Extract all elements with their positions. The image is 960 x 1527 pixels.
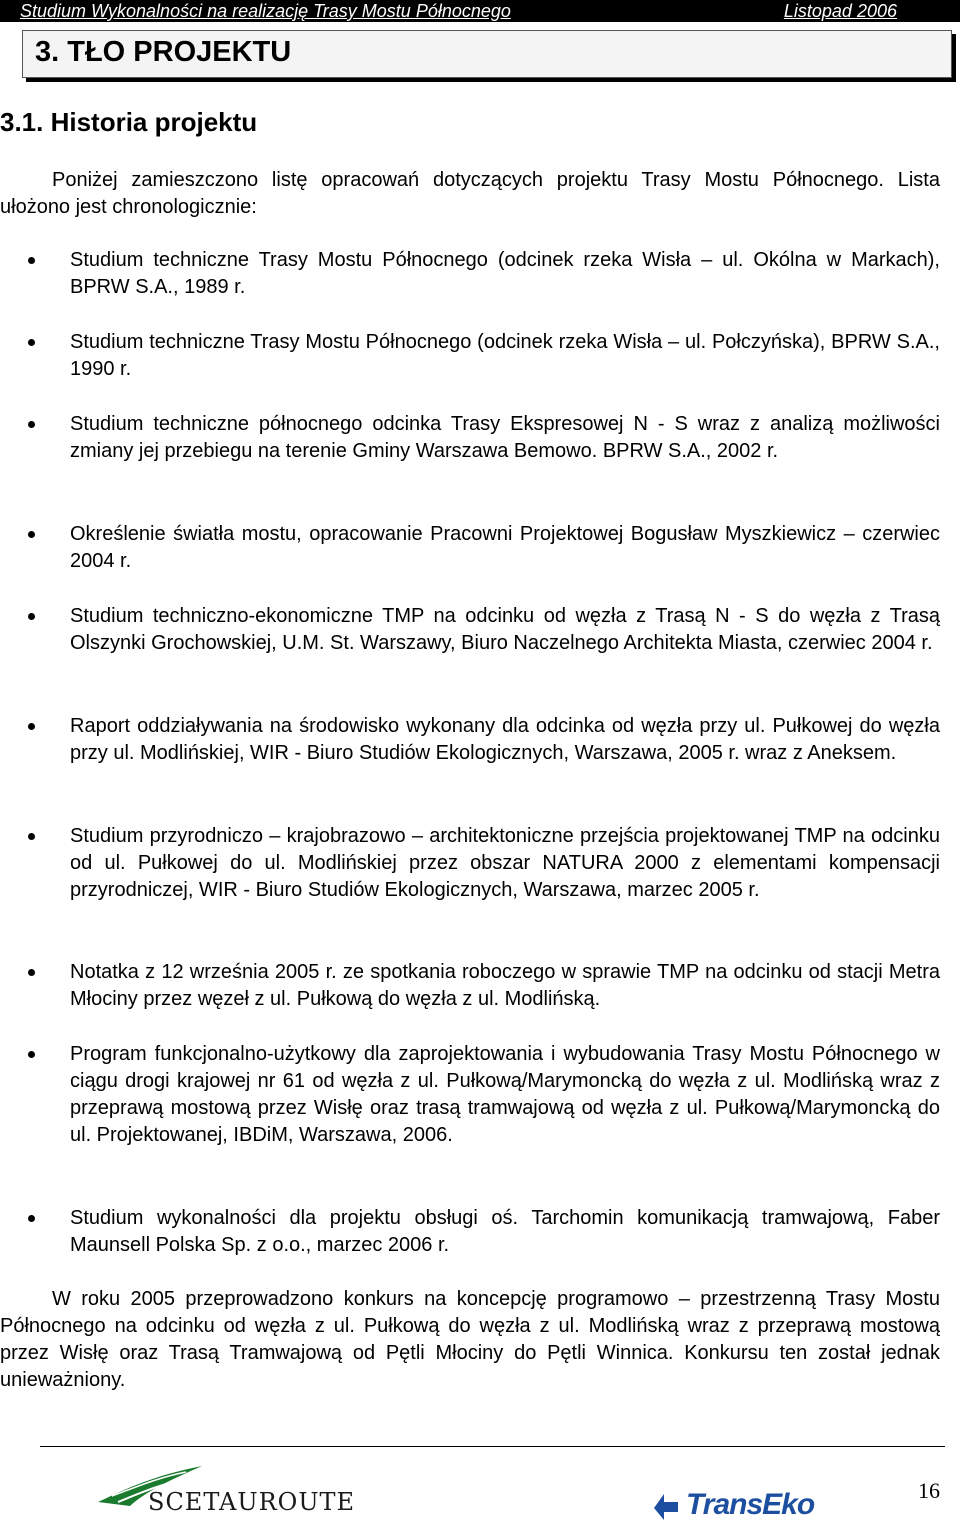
closing-paragraph	[0, 1286, 940, 1394]
transeko-logo	[652, 1488, 832, 1524]
transeko-mark-icon	[652, 1492, 680, 1522]
bullet-icon	[28, 1215, 35, 1222]
bullet-icon	[28, 723, 35, 730]
bullet-icon	[28, 613, 35, 620]
header-date: Listopad 2006	[783, 1, 897, 21]
list-item: Określenie światła mostu, opracowanie Pracowni Projektowej Bogusław Myszkiewicz – czerwiec 2004 r.	[70, 521, 940, 575]
bullet-icon	[28, 531, 35, 538]
list-item: Studium wykonalności dla projektu obsługi oś. Tarchomin komunikacją tramwajową, Faber Maunsell Polska Sp. z o.o., marzec 2006 r.	[70, 1205, 940, 1259]
bullet-icon	[28, 1051, 35, 1058]
bullet-icon	[28, 833, 35, 840]
scetauroute-logo	[90, 1462, 380, 1522]
list-item: Studium techniczne Trasy Mostu Północnego (odcinek rzeka Wisła – ul. Połczyńska), BPRW S.A., 1990 r.	[70, 329, 940, 383]
list-item: Program funkcjonalno-użytkowy dla zaprojektowania i wybudowania Trasy Mostu Północnego w ciągu drogi krajowej nr 61 od węzła z ul. Pułkową/Marymoncką do węzła z ul. Modlińską wraz z przeprawą mostową przez Wisłę oraz trasą tramwajową od węzła z ul. Pułkową/Marymoncką do ul. Projektowanej, IBDiM, Warszawa, 2006.	[70, 1041, 940, 1149]
chapter-title: 3. TŁO PROJEKTU	[35, 36, 292, 68]
bullet-icon	[28, 339, 35, 346]
chapter-title-box	[22, 30, 952, 78]
list-item: Notatka z 12 września 2005 r. ze spotkania roboczego w sprawie TMP na odcinku od stacji Metra Młociny przez węzeł z ul. Pułkową do węzła z ul. Modlińską.	[70, 959, 940, 1013]
list-item: Studium techniczne Trasy Mostu Północnego (odcinek rzeka Wisła – ul. Okólna w Markach), BPRW S.A., 1989 r.	[70, 247, 940, 301]
page-number: 16	[918, 1478, 940, 1503]
section-title: 3.1. Historia projektu	[0, 107, 258, 137]
header-document-title: Studium Wykonalności na realizację Trasy Mostu Północnego	[20, 1, 511, 21]
running-header	[0, 0, 960, 22]
bullet-icon	[28, 969, 35, 976]
scetauroute-logo-text: SCETAUROUTE	[148, 1488, 356, 1516]
intro-paragraph	[0, 167, 940, 221]
list-item: Raport oddziaływania na środowisko wykonany dla odcinka od węzła przy ul. Pułkowej do węzła przy ul. Modlińskiej, WIR - Biuro Studiów Ekologicznych, Warszawa, 2005 r. wraz z Aneksem.	[70, 713, 940, 767]
bullet-icon	[28, 421, 35, 428]
intro-text: Poniżej zamieszczono listę opracowań dotyczących projektu Trasy Mostu Północnego. Lista ułożono jest chronologicznie:	[0, 169, 940, 218]
list-item: Studium przyrodniczo – krajobrazowo – architektoniczne przejścia projektowanej TMP na odcinku od ul. Pułkowej do ul. Modlińskiej przez obszar NATURA 2000 z elementami kompensacji przyrodniczej, WIR - Biuro Studiów Ekologicznych, Warszawa, marzec 2005 r.	[70, 823, 940, 904]
bullet-icon	[28, 257, 35, 264]
list-item: Studium techniczne północnego odcinka Trasy Ekspresowej N - S wraz z analizą możliwości zmiany jej przebiegu na terenie Gminy Warszawa Bemowo. BPRW S.A., 2002 r.	[70, 411, 940, 465]
transeko-logo-text: TransEko	[686, 1488, 815, 1521]
closing-text: W roku 2005 przeprowadzono konkurs na koncepcję programowo – przestrzenną Trasy Mostu Północnego na odcinku od węzła z ul. Pułkową do węzła z ul. Modlińską wraz z przeprawą mostową przez Wisłę oraz Trasą Tramwajową od Pętli Młociny do Pętli Winnica. Konkursu ten został jednak unieważniony.	[0, 1288, 940, 1391]
footer-divider	[40, 1446, 945, 1447]
list-item: Studium techniczno-ekonomiczne TMP na odcinku od węzła z Trasą N - S do węzła z Trasą Olszynki Grochowskiej, U.M. St. Warszawy, Biuro Naczelnego Architekta Miasta, czerwiec 2004 r.	[70, 603, 940, 657]
